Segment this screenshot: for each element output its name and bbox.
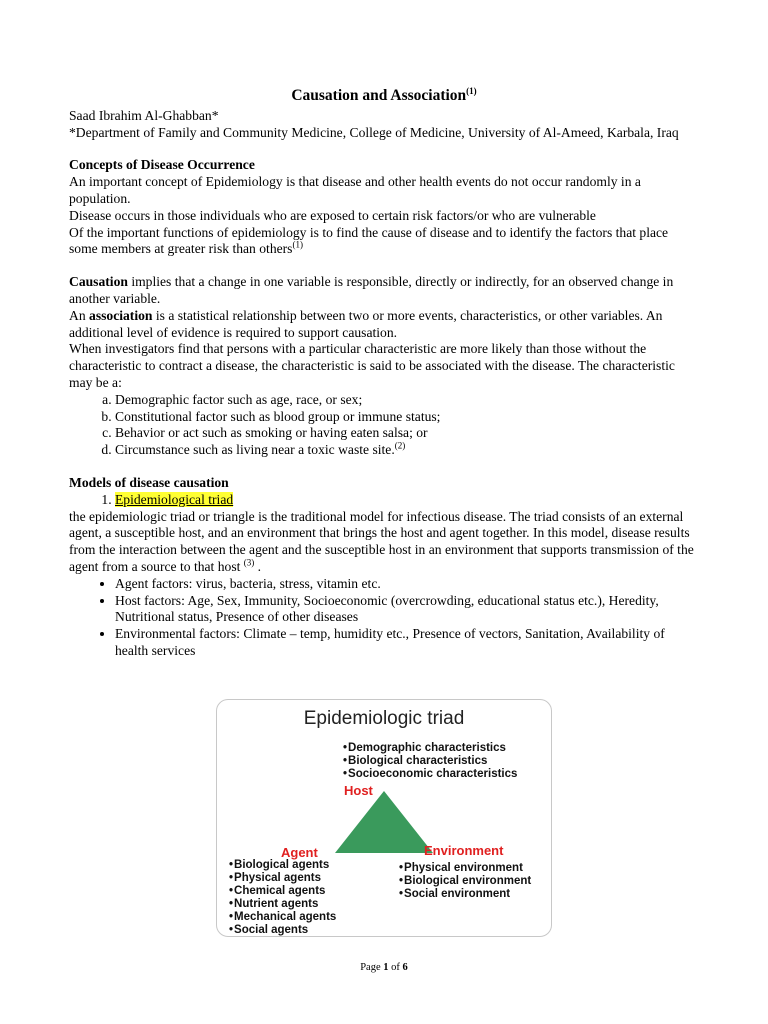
concepts-line-3 — [69, 225, 699, 259]
list-item: • Biological environment — [399, 875, 531, 888]
title-reference: (1) — [466, 85, 477, 96]
environment-list — [399, 862, 531, 901]
list-item: • Host factors: Age, Sex, Immunity, Socioeconomic (overcrowding, educational status etc.), Heredity, Nutritional status, Presence of other diseases — [115, 593, 699, 627]
environment-label: Environment — [424, 843, 504, 858]
list-item: • Physical environment — [399, 862, 531, 875]
host-characteristics-list — [343, 742, 517, 781]
epidemiological-triad-link[interactable]: Epidemiological triad — [115, 491, 234, 507]
author: Saad Ibrahim Al-Ghabban* — [69, 107, 219, 123]
agent-label: Agent — [281, 845, 318, 860]
list-item: • Physical agents — [229, 872, 336, 885]
concepts-heading: Concepts of Disease Occurrence — [69, 157, 255, 173]
causation-term: Causation — [69, 274, 128, 290]
list-item: c. Behavior or act such as smoking or having eaten salsa; or — [115, 425, 699, 442]
list-item — [115, 442, 699, 459]
list-item: • Agent factors: virus, bacteria, stress, vitamin etc. — [115, 576, 699, 593]
list-item: • Social agents — [229, 924, 336, 937]
document-page — [69, 85, 699, 660]
triad-reference: (3) — [243, 557, 255, 568]
triad-paragraph-end: . — [254, 558, 262, 574]
list-reference: (2) — [394, 440, 406, 451]
list-item: • Demographic characteristics — [343, 742, 517, 755]
page-word: Page — [360, 962, 381, 973]
list-item: • Biological characteristics — [343, 755, 517, 768]
association-term: association — [89, 307, 153, 323]
concepts-reference: (1) — [292, 239, 303, 250]
title-text: Causation and Association — [291, 87, 467, 104]
concepts-line-2: Disease occurs in those individuals who are exposed to certain risk factors/or who are vulnerable — [69, 207, 596, 223]
causation-text: implies that a change in one variable is responsible, directly or indirectly, for an observed change in another variable. — [69, 274, 674, 306]
concepts-line-1: An important concept of Epidemiology is that disease and other health events do not occur randomly in a population. — [69, 174, 641, 206]
list-item: b. Constitutional factor such as blood group or immune status; — [115, 409, 699, 426]
triad-paragraph — [69, 509, 699, 576]
page-total: 6 — [402, 962, 408, 973]
investigators-paragraph: When investigators find that persons with a particular characteristic are more likely than those without the characteristic to contract a disease, the characteristic is said to be associated with the disease. The characteristic may be a: — [69, 341, 675, 390]
list-item: • Socioeconomic characteristics — [343, 768, 517, 781]
list-item: a. Demographic factor such as age, race, or sex; — [115, 392, 699, 409]
models-list — [69, 492, 699, 509]
list-item: • Social environment — [399, 888, 531, 901]
list-item: • Environmental factors: Climate – temp, humidity etc., Presence of vectors, Sanitation, Availability of health services — [115, 626, 699, 660]
list-item: • Nutrient agents — [229, 898, 336, 911]
affiliation: *Department of Family and Community Medicine, College of Medicine, University of Al-Ameed, Karbala, Iraq — [69, 124, 679, 140]
association-text: is a statistical relationship between two or more events, characteristics, or other variables. An additional level of evidence is required to support causation. — [69, 307, 663, 340]
causation-definition — [69, 274, 699, 308]
factors-list — [69, 576, 699, 660]
triad-paragraph-text: the epidemiologic triad or triangle is the traditional model for infectious disease. The triad consists of an external agent, a susceptible host, and an environment that brings the host and agent together. In this model, disease results from the interaction between the agent and the susceptible host in an environment that supports transmission of the agent from a source to that host — [69, 508, 694, 574]
list-item: • Chemical agents — [229, 885, 336, 898]
list-item — [115, 492, 699, 509]
page-number: 1 — [383, 962, 389, 973]
agent-list — [229, 859, 336, 937]
models-heading: Models of disease causation — [69, 474, 229, 490]
list-item: • Mechanical agents — [229, 911, 336, 924]
of-word: of — [391, 962, 400, 973]
list-item-text: Circumstance such as living near a toxic waste site. — [115, 442, 395, 458]
concepts-line-3-text: Of the important functions of epidemiology is to find the cause of disease and to identify the factors that place some members at greater risk than others — [69, 224, 669, 257]
characteristic-list — [69, 392, 699, 459]
triangle-shape — [335, 791, 433, 853]
association-prefix: An — [69, 307, 90, 323]
host-label: Host — [344, 783, 373, 798]
page-title — [69, 85, 699, 105]
list-item: • Biological agents — [229, 859, 336, 872]
page-footer — [0, 962, 768, 973]
epidemiologic-triad-figure — [216, 699, 552, 937]
figure-title: Epidemiologic triad — [303, 708, 465, 729]
association-definition — [69, 308, 699, 342]
